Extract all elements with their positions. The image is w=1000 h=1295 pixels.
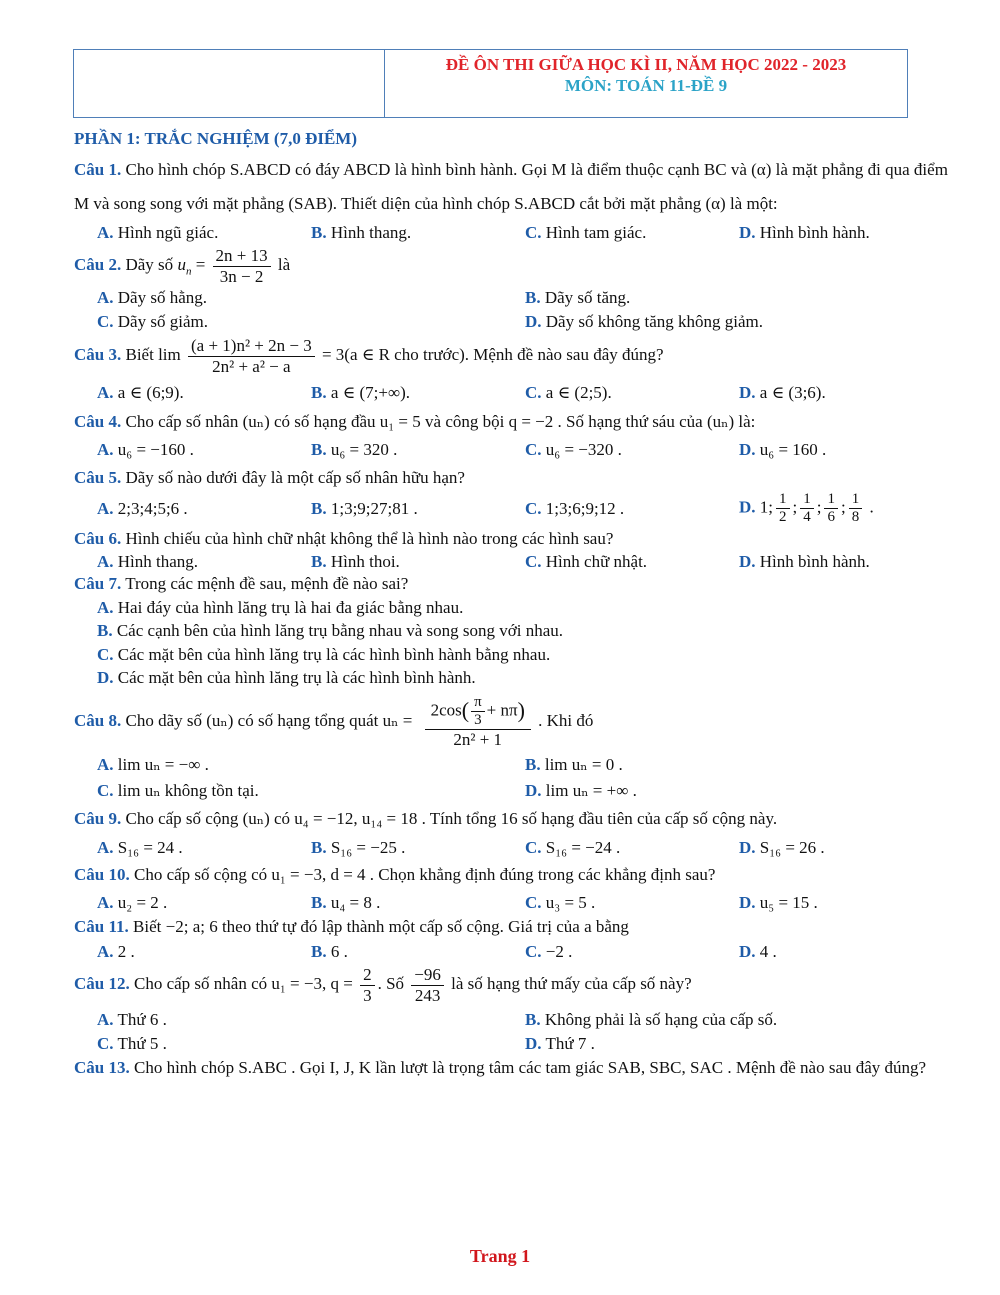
- option-a[interactable]: A. Dãy số hằng.: [97, 288, 208, 308]
- option-c[interactable]: C. Hình tam giác.: [525, 222, 647, 242]
- question-label: Câu 1.: [74, 160, 122, 180]
- options-q10: [74, 892, 954, 914]
- options-q8-row2: [74, 780, 954, 802]
- option-b[interactable]: B. Không phải là số hạng của cấp số.: [525, 1010, 778, 1030]
- question-9: [74, 808, 954, 830]
- page-number: Trang 1: [469, 1246, 531, 1266]
- option-a[interactable]: A. lim uₙ = −∞ .: [97, 754, 209, 774]
- question-6: [74, 528, 954, 550]
- question-label: Câu 11.: [74, 917, 129, 937]
- option-b[interactable]: B. 1;3;9;27;81 .: [311, 498, 418, 518]
- question-label: Câu 8.: [74, 710, 122, 730]
- question-text: Cho hình chóp S.ABC . Gọi I, J, K lần lượt là trọng tâm các tam giác SAB, SBC, SAC . Mệnh đề nào sau đây đúng?: [133, 1058, 927, 1078]
- option-b[interactable]: B. S₁₆ = −25 .: [311, 837, 406, 857]
- option-c[interactable]: C. −2 .: [525, 941, 573, 961]
- option-c[interactable]: C. lim uₙ không tồn tại.: [97, 781, 259, 801]
- option-d[interactable]: D. Dãy số không tăng không giảm.: [525, 311, 763, 331]
- fraction: $\frac{1}{6}$: [824, 491, 838, 527]
- option-b[interactable]: B. Hình thoi.: [311, 551, 400, 571]
- question-text-post: . Khi đó: [538, 710, 594, 730]
- option-c[interactable]: C. Các mặt bên của hình lăng trụ là các hình bình hành bằng nhau.: [97, 644, 551, 664]
- option-a[interactable]: A. Thứ 6 .: [97, 1010, 167, 1030]
- question-text: Cho hình chóp S.ABCD có đáy ABCD là hình bình hành. Gọi M là điểm thuộc cạnh BC và (α) là mặt phẳng đi qua điểm M và song song với mặt phẳng (SAB). Thiết diện của hình chóp S.ABCD cắt bởi mặt phẳng (α) là một:: [74, 160, 948, 213]
- option-b[interactable]: B. Hình thang.: [311, 222, 412, 242]
- option-c[interactable]: C. Dãy số giảm.: [97, 311, 208, 331]
- fraction: $\frac{2}{3}$: [360, 965, 375, 1005]
- question-label: Câu 5.: [74, 467, 122, 487]
- option-b[interactable]: B. a ∈ (7;+∞).: [311, 383, 410, 403]
- question-text: Biết −2; a; 6 theo thứ tự đó lập thành một cấp số cộng. Giá trị của a bằng: [133, 917, 629, 937]
- question-label: Câu 10.: [74, 865, 130, 885]
- option-d[interactable]: D. lim uₙ = +∞ .: [525, 781, 637, 801]
- question-text-mid: . Số: [377, 974, 405, 994]
- question-label: Câu 3.: [74, 345, 122, 365]
- question-2: Câu 2. Dãy số $u_n$ = $\frac{2n + 13}{3n - 2}$ là: [74, 246, 291, 286]
- question-label: Câu 4.: [74, 411, 122, 431]
- option-d[interactable]: D. Hình bình hành.: [739, 551, 870, 571]
- option-a[interactable]: A. Hình ngũ giác.: [97, 222, 219, 242]
- option-b[interactable]: B. 6 .: [311, 941, 348, 961]
- question-text-pre: Dãy số: [125, 255, 174, 275]
- question-5: [74, 467, 954, 489]
- question-text: Dãy số nào dưới đây là một cấp số nhân hữu hạn?: [125, 467, 465, 487]
- question-text-pre: Biết lim: [125, 345, 181, 365]
- option-d[interactable]: D. u₆ = 160 .: [739, 440, 827, 460]
- exam-subject: MÔN: TOÁN 11-ĐỀ 9: [564, 76, 728, 96]
- fraction: $\frac{1}{2}$: [776, 491, 790, 527]
- question-label: Câu 12.: [74, 974, 130, 994]
- options-q2-row2: [74, 311, 954, 333]
- header-left-cell: [74, 50, 385, 117]
- question-text: Cho cấp số cộng (uₙ) có u₄ = −12, u₁₄ = 18 . Tính tổng 16 số hạng đầu tiên của cấp số cộng này.: [125, 809, 778, 829]
- question-label: Câu 13.: [74, 1058, 130, 1078]
- option-d[interactable]: D. S₁₆ = 26 .: [739, 837, 825, 857]
- question-8: [74, 694, 954, 750]
- option-b[interactable]: B. Các cạnh bên của hình lăng trụ bằng nhau và song song với nhau.: [97, 621, 564, 641]
- option-d[interactable]: D. Các mặt bên của hình lăng trụ là các hình bình hành.: [97, 668, 476, 688]
- question-12: [74, 965, 954, 1005]
- options-q3: [74, 382, 954, 404]
- options-q4: [74, 439, 954, 461]
- option-a[interactable]: A. Hai đáy của hình lăng trụ là hai đa giác bằng nhau.: [97, 597, 464, 617]
- question-text-pre: Cho dãy số (uₙ) có số hạng tổng quát uₙ =: [125, 710, 413, 730]
- question-text: Cho cấp số nhân (uₙ) có số hạng đầu u₁ = 5 và công bội q = −2 . Số hạng thứ sáu của (uₙ) là:: [125, 411, 756, 431]
- option-d[interactable]: D. Thứ 7 .: [525, 1033, 595, 1053]
- question-label: Câu 6.: [74, 529, 122, 549]
- question-text: Hình chiếu của hình chữ nhật không thể là hình nào trong các hình sau?: [125, 529, 614, 549]
- question-label: Câu 7.: [74, 574, 122, 594]
- options-q12-row1: [74, 1009, 954, 1031]
- option-d[interactable]: D. 1; $\frac{1}{2}$ ; $\frac{1}{4}$ ; $\frac{1}{6}$ ; $\frac{1}{8}$ .: [739, 490, 874, 526]
- exam-header: [73, 49, 908, 118]
- option-c[interactable]: C. a ∈ (2;5).: [525, 383, 612, 403]
- option-c[interactable]: C. 1;3;6;9;12 .: [525, 498, 625, 518]
- option-d[interactable]: D. 4 .: [739, 941, 777, 961]
- fraction: $\frac{-96}{243}$: [411, 965, 444, 1005]
- section-title: PHẦN 1: TRẮC NGHIỆM (7,0 ĐIỂM): [74, 129, 358, 148]
- options-q1: [74, 222, 954, 244]
- options-q5: [74, 491, 954, 527]
- option-b[interactable]: B. u₄ = 8 .: [311, 892, 381, 912]
- question-label: Câu 2.: [74, 255, 122, 275]
- option-a[interactable]: A. u₆ = −160 .: [97, 440, 194, 460]
- question-1: [74, 153, 954, 219]
- option-a[interactable]: A. 2;3;4;5;6 .: [97, 498, 188, 518]
- option-a[interactable]: A. 2 .: [97, 941, 135, 961]
- options-q9: [74, 837, 954, 859]
- option-d[interactable]: D. u₅ = 15 .: [739, 892, 818, 912]
- option-c[interactable]: C. S₁₆ = −24 .: [525, 837, 621, 857]
- question-text-post: là số hạng thứ mấy của cấp số này?: [451, 974, 692, 994]
- option-a[interactable]: A. a ∈ (6;9).: [97, 383, 184, 403]
- option-b[interactable]: B. Dãy số tăng.: [525, 288, 631, 308]
- question-7: [74, 573, 954, 595]
- option-d[interactable]: D. Hình bình hành.: [739, 222, 870, 242]
- option-c[interactable]: C. u₃ = 5 .: [525, 892, 596, 912]
- options-q12-row2: [74, 1033, 954, 1055]
- fraction: 2cos( $\frac{\pi}{3}$ + nπ) 2n² + 1: [425, 694, 531, 750]
- options-q8-row1: [74, 754, 954, 776]
- option-c[interactable]: C. Hình chữ nhật.: [525, 551, 648, 571]
- question-text: Cho cấp số cộng có u₁ = −3, d = 4 . Chọn khẳng định đúng trong các khẳng định sau?: [133, 865, 716, 885]
- question-text-post: = 3(a ∈ R cho trước). Mệnh đề nào sau đây đúng?: [321, 345, 664, 365]
- option-a[interactable]: A. S₁₆ = 24 .: [97, 837, 183, 857]
- exam-title: ĐỀ ÔN THI GIỮA HỌC KÌ II, NĂM HỌC 2022 - 2023: [445, 55, 847, 74]
- question-text-pre: Cho cấp số nhân có u₁ = −3, q =: [133, 974, 353, 994]
- options-q2-row1: [74, 287, 954, 309]
- header-right-cell: [385, 50, 907, 117]
- option-c[interactable]: C. u₆ = −320 .: [525, 440, 622, 460]
- option-b[interactable]: B. lim uₙ = 0 .: [525, 754, 623, 774]
- sequence-term: $u_n$: [177, 255, 192, 278]
- option-c[interactable]: C. Thứ 5 .: [97, 1033, 167, 1053]
- options-q6: [74, 551, 954, 573]
- question-11: [74, 916, 954, 938]
- fraction: $\frac{1}{8}$: [849, 491, 863, 527]
- option-b[interactable]: B. u₆ = 320 .: [311, 440, 398, 460]
- question-3: [74, 336, 954, 376]
- question-label: Câu 9.: [74, 809, 122, 829]
- fraction: $\frac{1}{4}$: [800, 491, 814, 527]
- option-a[interactable]: A. u₂ = 2 .: [97, 892, 168, 912]
- exam-content: [74, 128, 954, 1081]
- option-a[interactable]: A. Hình thang.: [97, 551, 199, 571]
- fraction: $\frac{\text{(a + 1)n² + 2n − 3}}{\text{2n² + a² − a}}$: [188, 336, 315, 376]
- question-13: [74, 1056, 954, 1081]
- options-q11: [74, 941, 954, 963]
- question-4: [74, 411, 954, 433]
- fraction: $\frac{2n + 13}{3n - 2}$: [213, 246, 271, 286]
- question-text-post: là: [277, 255, 291, 275]
- question-10: [74, 864, 954, 886]
- option-d[interactable]: D. a ∈ (3;6).: [739, 383, 826, 403]
- question-text: Trong các mệnh đề sau, mệnh đề nào sai?: [125, 574, 409, 594]
